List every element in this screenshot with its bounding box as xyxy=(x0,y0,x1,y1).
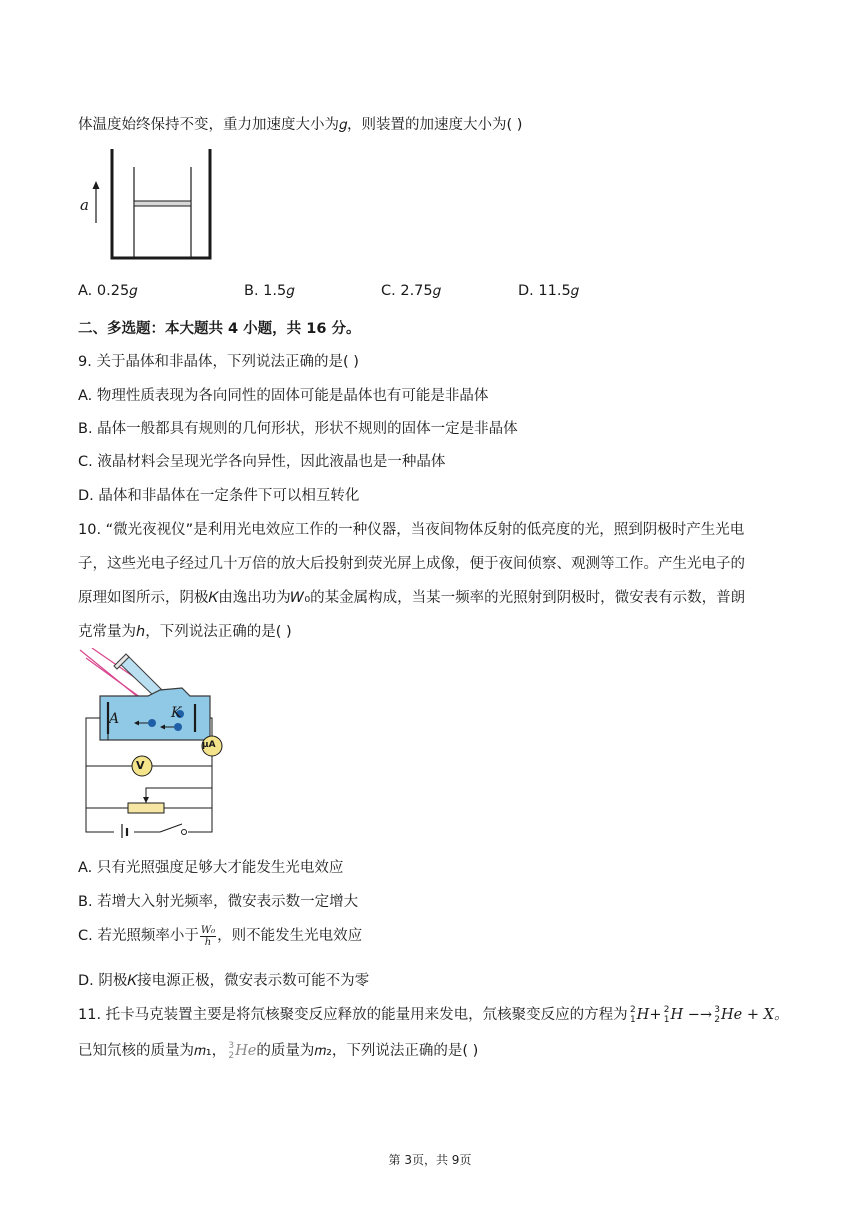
q9-option-c: C. 液晶材料会呈现光学各向异性，因此液晶也是一种晶体 xyxy=(78,454,446,470)
q9-stem: 9. 关于晶体和非晶体，下列说法正确的是( ) xyxy=(78,354,359,370)
q10-option-d: D. 阴极𝐾接电源正极，微安表示数可能不为零 xyxy=(78,973,370,989)
q10-stem-line1: 10. “微光夜视仪”是利用光电效应工作的一种仪器，当夜间物体反射的低亮度的光，照到阴极时产生光电 xyxy=(78,522,745,538)
q8-figure xyxy=(78,147,218,262)
q10-option-c: C. 若光照频率小于 $\frac{\text{𝑊₀}}{\text{ℎ}}$ ，则不能发生光电效应 xyxy=(78,924,363,948)
page-footer: 第 3页，共 9页 xyxy=(388,1153,472,1167)
q9-option-a: A. 物理性质表现为各向同性的固体可能是晶体也有可能是非晶体 xyxy=(78,388,489,404)
acceleration-label: a xyxy=(80,196,89,214)
microammeter-label: μA xyxy=(202,740,216,750)
q11-stem-line2: 已知氘核的质量为𝑚₁， 3 2 𝐻𝑒的质量为𝑚₂，下列说法正确的是( ) xyxy=(78,1041,479,1061)
q10-stem-line3: 原理如图所示，阴极𝐾由逸出功为𝑊₀的某金属构成，当某一频率的光照射到阴极时，微安表有示数，普朗 xyxy=(78,590,746,606)
q8-option-c: C. 2.75𝑔 xyxy=(381,283,441,299)
q10-option-b: B. 若增大入射光频率，微安表示数一定增大 xyxy=(78,894,359,910)
q10-option-a: A. 只有光照强度足够大才能发生光电效应 xyxy=(78,860,344,876)
q10-stem-line2: 子，这些光电子经过几十万倍的放大后投射到荧光屏上成像，便于夜间侦察、观测等工作。产生光电子的 xyxy=(78,556,745,572)
q9-option-d: D. 晶体和非晶体在一定条件下可以相互转化 xyxy=(78,488,360,504)
anode-label: A xyxy=(109,711,120,727)
q10-stem-line4: 克常量为ℎ，下列说法正确的是( ) xyxy=(78,624,292,640)
q8-option-b: B. 1.5𝑔 xyxy=(244,283,295,299)
q8-stem-tail: 体温度始终保持不变，重力加速度大小为𝑔，则装置的加速度大小为( ) xyxy=(78,117,523,133)
q9-option-b: B. 晶体一般都具有规则的几何形状，形状不规则的固体一定是非晶体 xyxy=(78,421,518,437)
cathode-label: K xyxy=(171,705,182,721)
voltmeter-label: V xyxy=(136,759,145,772)
q11-stem-line1: 11. 托卡马克装置主要是将氘核聚变反应释放的能量用来发电，氘核聚变反应的方程为 2 1 H+ 2 1 H −→ 3 2 He + X。 xyxy=(78,1005,789,1025)
q8-option-a: A. 0.25𝑔 xyxy=(78,283,138,299)
q8-option-d: D. 11.5𝑔 xyxy=(518,283,579,299)
section-heading: 二、多选题：本大题共 4 小题，共 16 分。 xyxy=(78,321,361,337)
